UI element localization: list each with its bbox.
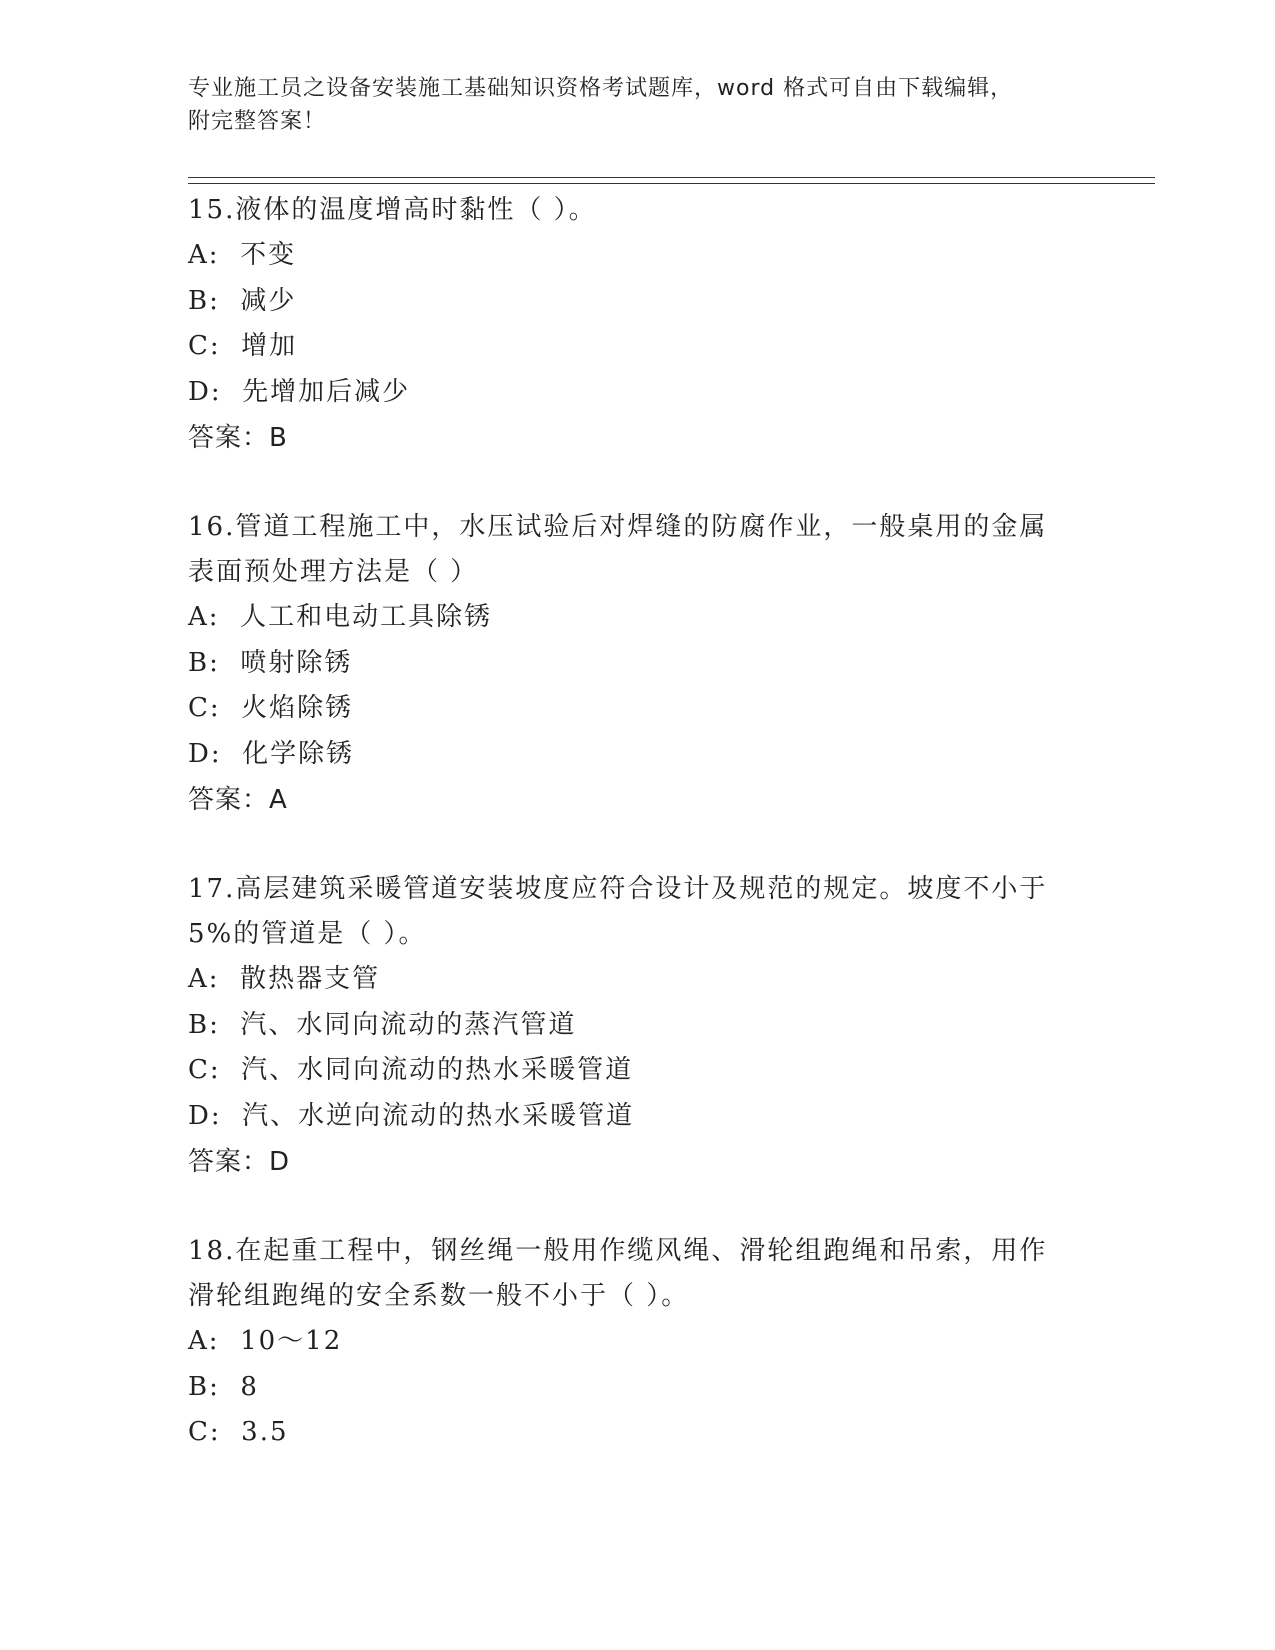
question-15 bbox=[188, 188, 1088, 461]
option-a: A: 人工和电动工具除锈 bbox=[188, 602, 493, 632]
question-stem-line-2: 表面预处理方法是（ ） bbox=[188, 557, 479, 587]
question-16 bbox=[188, 505, 1088, 823]
option-c: C: 火焰除锈 bbox=[188, 693, 354, 723]
option-d: D: 汽、水逆向流动的热水采暖管道 bbox=[188, 1100, 635, 1131]
option-b: B: 汽、水同向流动的蒸汽管道 bbox=[188, 1009, 577, 1040]
document-header bbox=[188, 72, 1088, 138]
question-stem-line-1: 17.高层建筑采暖管道安装坡度应符合设计及规范的规定。坡度不小于 bbox=[188, 874, 1048, 904]
question-stem-line-2: 滑轮组跑绳的安全系数一般不小于（ ）。 bbox=[188, 1281, 690, 1311]
header-divider-bottom bbox=[188, 183, 1155, 184]
question-stem-line-1: 18.在起重工程中，钢丝绳一般用作缆风绳、滑轮组跑绳和吊索，用作 bbox=[188, 1236, 1048, 1266]
answer: 答案：D bbox=[188, 1147, 291, 1177]
option-a: A: 10～12 bbox=[188, 1326, 343, 1356]
option-d: D: 先增加后减少 bbox=[188, 376, 411, 407]
question-list bbox=[188, 188, 1088, 1500]
header-divider-top bbox=[188, 177, 1155, 178]
option-b: B: 喷射除锈 bbox=[188, 647, 353, 678]
header-line-2: 附完整答案！ bbox=[188, 109, 327, 134]
question-stem: 15.液体的温度增高时黏性（ ）。 bbox=[188, 195, 597, 225]
answer: 答案：B bbox=[188, 423, 288, 453]
question-stem-line-1: 16.管道工程施工中，水压试验后对焊缝的防腐作业，一般桌用的金属 bbox=[188, 512, 1048, 542]
option-a: A: 散热器支管 bbox=[188, 964, 381, 994]
question-18 bbox=[188, 1229, 1088, 1456]
option-c: C: 3.5 bbox=[188, 1417, 289, 1447]
option-b: B: 减少 bbox=[188, 285, 297, 316]
option-c: C: 汽、水同向流动的热水采暖管道 bbox=[188, 1055, 634, 1085]
question-17 bbox=[188, 867, 1088, 1185]
question-stem-line-2: 5%的管道是（ ）。 bbox=[188, 919, 427, 949]
option-c: C: 增加 bbox=[188, 331, 298, 361]
option-a: A: 不变 bbox=[188, 240, 297, 270]
answer: 答案：A bbox=[188, 785, 288, 815]
option-d: D: 化学除锈 bbox=[188, 738, 355, 769]
header-line-1: 专业施工员之设备安装施工基础知识资格考试题库，word 格式可自由下载编辑， bbox=[188, 76, 1014, 101]
option-b: B: 8 bbox=[188, 1371, 259, 1402]
